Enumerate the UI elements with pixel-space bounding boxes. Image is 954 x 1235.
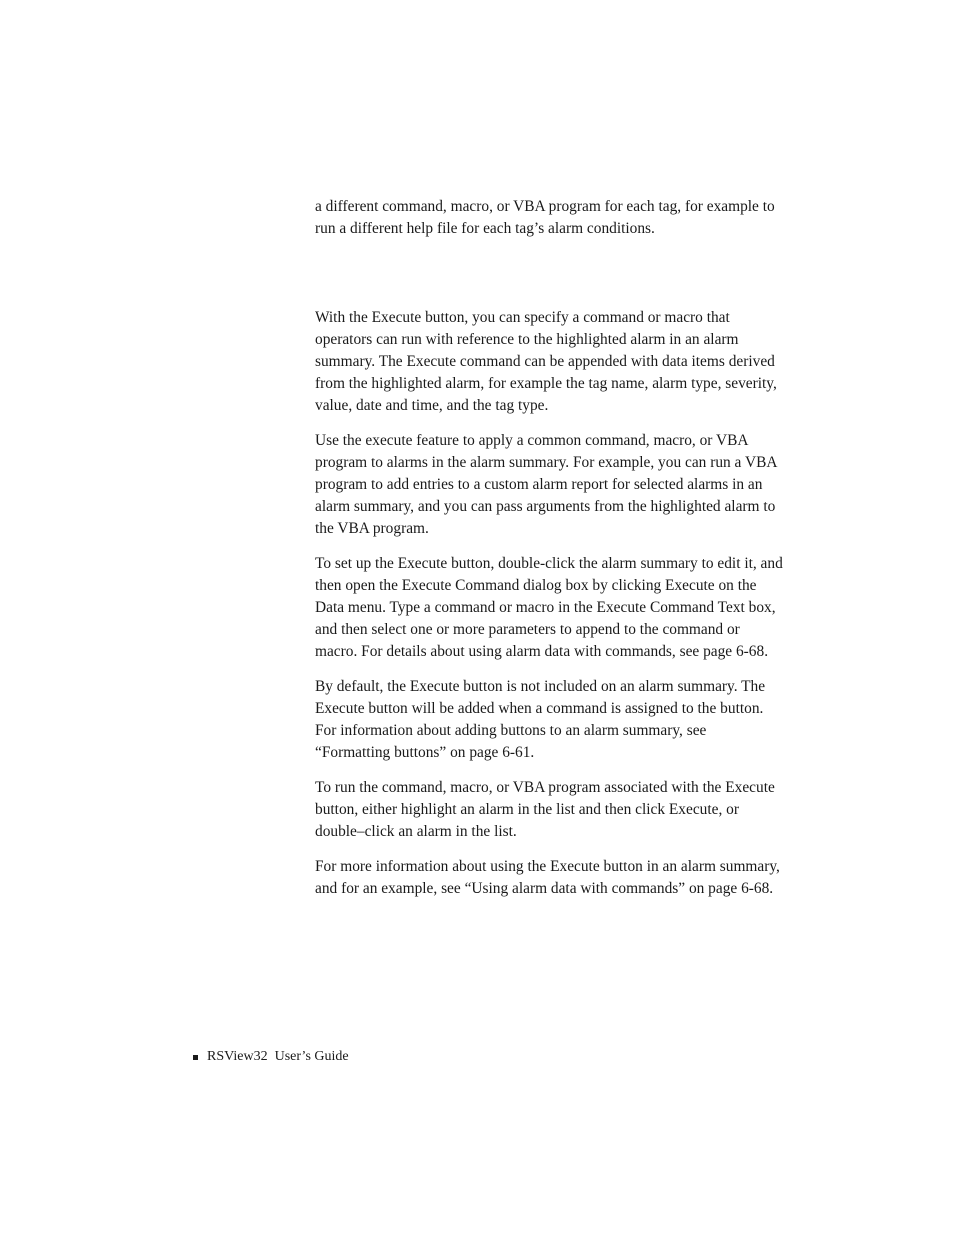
footer-text: RSView32 User’s Guide <box>207 1049 349 1064</box>
paragraph-more-info: For more information about using the Execute button in an alarm summary, and for an example, see “Using alarm data with commands” on page 6-68. <box>315 858 780 897</box>
page-body <box>315 196 785 913</box>
section-gap <box>315 240 785 307</box>
paragraph-execute-intro: With the Execute button, you can specify a command or macro that operators can run with reference to the highlighted alarm in an alarm summary. The Execute command can be appended with data items derived from the highlighted alarm, for example the tag name, alarm type, severity, value, date and time, and the tag type. <box>315 309 777 414</box>
paragraph-execute-usage: Use the execute feature to apply a common command, macro, or VBA program to alarms in the alarm summary. For example, you can run a VBA program to add entries to a custom alarm report for selected alarms in an alarm summary, and you can pass arguments from the highlighted alarm to the VBA program. <box>315 432 777 537</box>
paragraph-continuation: a different command, macro, or VBA program for each tag, for example to run a different help file for each tag’s alarm conditions. <box>315 198 775 237</box>
square-bullet-icon <box>193 1055 198 1060</box>
paragraph-execute-default: By default, the Execute button is not included on an alarm summary. The Execute button will be added when a command is assigned to the button. For information about adding buttons to an alarm summary, see “Formatting buttons” on page 6-61. <box>315 678 766 761</box>
page-footer <box>193 1047 349 1067</box>
paragraph-execute-setup: To set up the Execute button, double-click the alarm summary to edit it, and then open the Execute Command dialog box by clicking Execute on the Data menu. Type a command or macro in the Execute Command Text box, and then select one or more parameters to append to the command or macro. For details about using alarm data with commands, see page 6-68. <box>315 555 783 660</box>
paragraph-execute-run: To run the command, macro, or VBA program associated with the Execute button, either highlight an alarm in the list and then click Execute, or double–click an alarm in the list. <box>315 779 775 840</box>
